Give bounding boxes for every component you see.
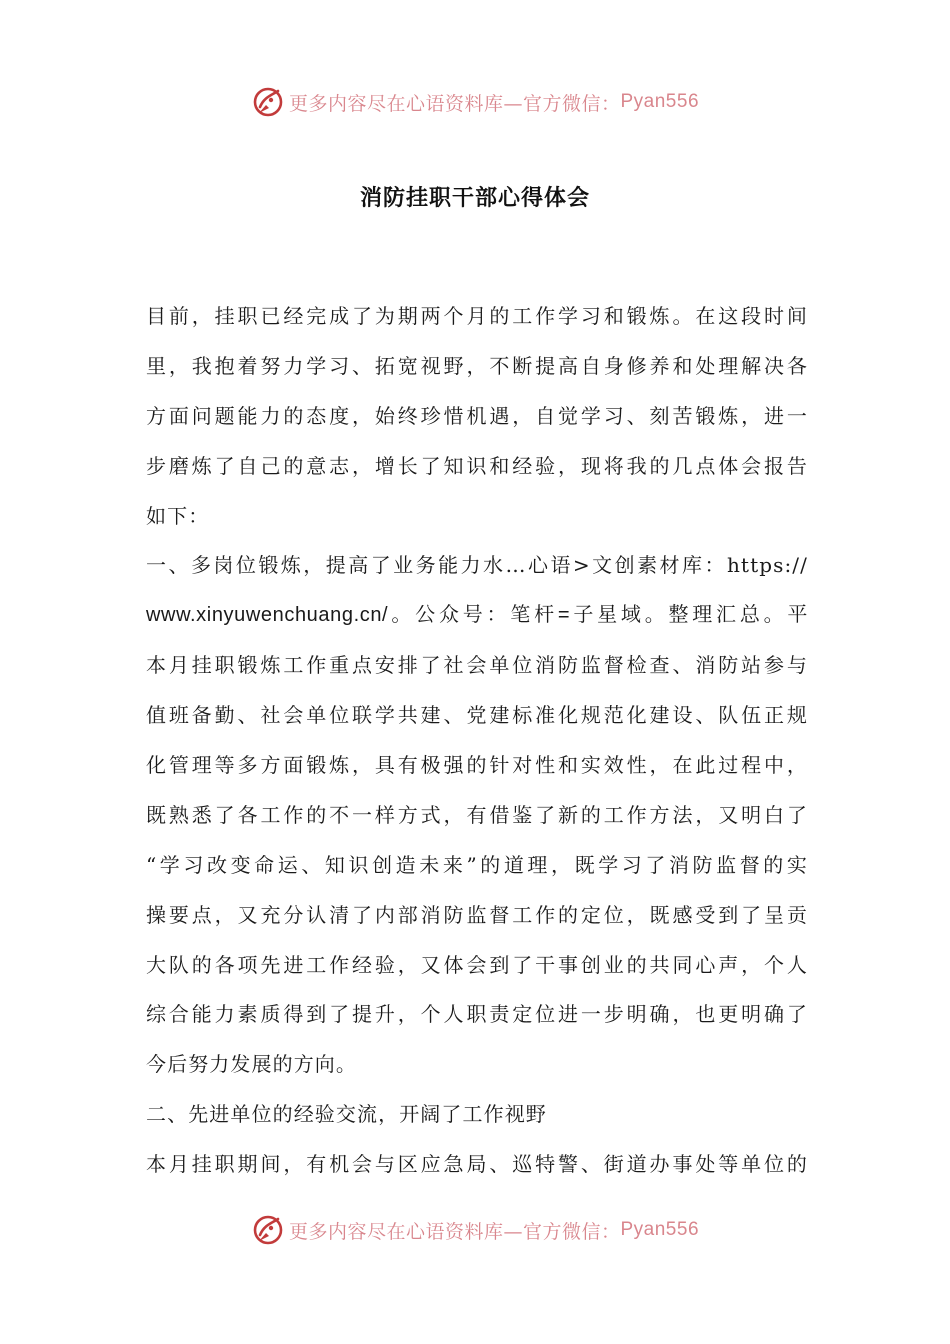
body-line: 今后努力发展的方向。 <box>146 1052 357 1077</box>
body-line: 综合能力素质得到了提升，个人职责定位进一步明确，也更明确了 <box>146 1002 808 1027</box>
header-banner <box>0 82 950 122</box>
body-line: 本月挂职期间，有机会与区应急局、巡特警、街道办事处等单位的 <box>146 1152 808 1177</box>
body-line: 既熟悉了各工作的不一样方式，有借鉴了新的工作方法，又明白了 <box>146 802 808 827</box>
header-banner-text: 更多内容尽在心语资料库—官方微信： <box>288 92 621 115</box>
body-line: 目前，挂职已经完成了为期两个月的工作学习和锻炼。在这段时间 <box>146 304 808 328</box>
body-line: 方面问题能力的态度，始终珍惜机遇，自觉学习、刻苦锻炼，进一 <box>146 403 808 428</box>
pen-swirl-icon <box>251 1213 285 1247</box>
body-line: 步磨炼了自己的意志，增长了知识和经验，现将我的几点体会报告 <box>146 453 808 478</box>
body-line: 操要点，又充分认清了内部消防监督工作的定位，既感受到了呈贡 <box>146 902 808 927</box>
header-banner-id: Pyan556 <box>620 91 700 112</box>
body-line: “学习改变命运、知识创造未来”的道理，既学习了消防监督的实 <box>146 852 808 877</box>
body-line: 如下： <box>146 503 210 528</box>
body-line: 一、多岗位锻炼，提高了业务能力水…心语>文创素材库：https:// <box>146 553 808 578</box>
document-title: 消防挂职干部心得体会 <box>359 186 590 211</box>
body-line: 里，我抱着努力学习、拓宽视野，不断提高自身修养和处理解决各 <box>146 353 808 378</box>
document-body <box>146 292 808 1190</box>
footer-banner-text: 更多内容尽在心语资料库—官方微信： <box>288 1220 621 1243</box>
section-heading: 二、先进单位的经验交流，开阔了工作视野 <box>146 1102 547 1127</box>
body-line: 值班备勤、社会单位联学共建、党建标准化规范化建设、队伍正规 <box>146 703 808 728</box>
body-line: 化管理等多方面锻炼，具有极强的针对性和实效性，在此过程中， <box>146 753 808 778</box>
footer-banner <box>0 1210 950 1250</box>
body-line: 本月挂职锻炼工作重点安排了社会单位消防监督检查、消防站参与 <box>146 653 808 678</box>
footer-banner-id: Pyan556 <box>620 1219 700 1240</box>
pen-swirl-icon <box>251 85 285 119</box>
body-line: www.xinyuwenchuang.cn/。公众号：笔杆=子星域。整理汇总。平 <box>146 604 808 627</box>
body-line: 大队的各项先进工作经验，又体会到了干事创业的共同心声，个人 <box>146 952 808 977</box>
